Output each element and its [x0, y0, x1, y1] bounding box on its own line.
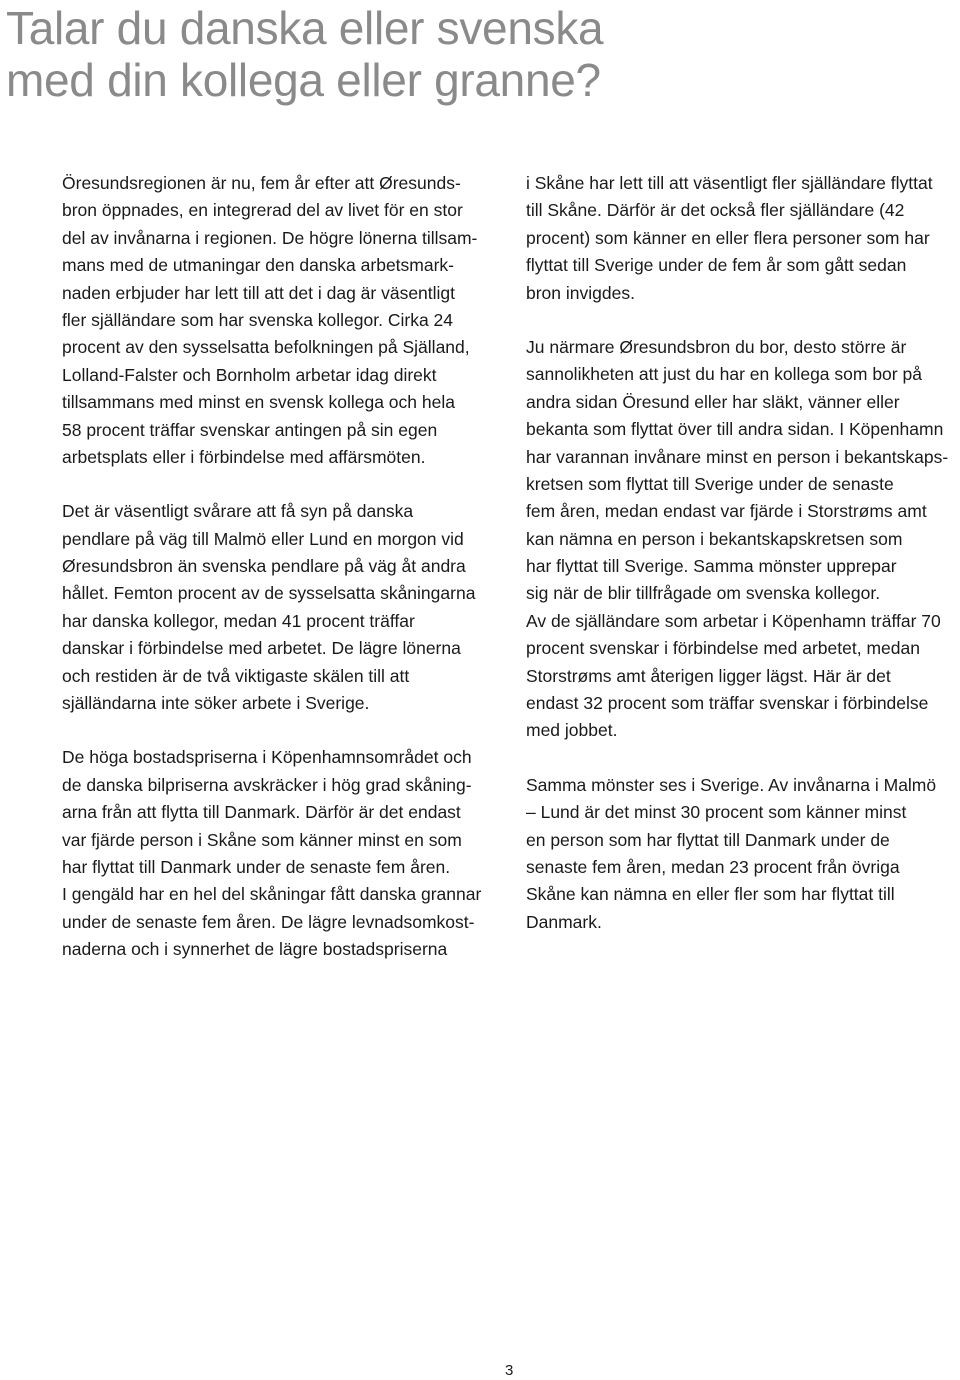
text-line: procent av den sysselsatta befolkningen på Själland,: [62, 337, 470, 358]
text-line: bekanta som flyttat över till andra sidan. I Köpenhamn: [526, 419, 944, 440]
text-line: kretsen som flyttat till Sverige under de senaste: [526, 473, 894, 494]
text-line: Lolland-Falster och Bornholm arbetar idag direkt: [62, 364, 437, 385]
text-line: under de senaste fem åren. De lägre levnadsomkost-: [62, 911, 475, 932]
page-number: 3: [505, 1362, 514, 1379]
body-paragraph: [526, 334, 960, 745]
text-line: kan nämna en person i bekantskapskretsen som: [526, 528, 903, 549]
text-line: har danska kollegor, medan 41 procent träffar: [62, 610, 415, 631]
text-line: hållet. Femton procent av de sysselsatta skåningarna: [62, 583, 476, 604]
text-line: Det är väsentligt svårare att få syn på danska: [62, 501, 414, 522]
text-line: De höga bostadspriserna i Köpenhamnsområdet och: [62, 747, 472, 768]
text-line: I gengäld har en hel del skåningar fått danska grannar: [62, 884, 482, 905]
text-line: fler själländare som har svenska kollegor. Cirka 24: [62, 309, 454, 330]
text-line: i Skåne har lett till att väsentligt fler själländare flyttat: [526, 173, 933, 193]
text-line: mans med de utmaningar den danska arbetsmark-: [62, 255, 455, 276]
text-line: sannolikheten att just du har en kollega som bor på: [526, 364, 922, 385]
text-line: bron öppnades, en integrerad del av livet för en stor: [62, 200, 463, 221]
text-line: andra sidan Öresund eller har släkt, vänner eller: [526, 391, 900, 412]
text-line: Danmark.: [526, 911, 602, 932]
text-line: Av de själländare som arbetar i Köpenhamn träffar 70: [526, 610, 941, 631]
text-line: procent) som känner en eller flera personer som har: [526, 227, 930, 248]
text-line: endast 32 procent som träffar svenskar i förbindelse: [526, 693, 929, 714]
text-line: arna från att flytta till Danmark. Därför är det endast: [62, 802, 461, 823]
text-line: har flyttat till Sverige. Samma mönster upprepar: [526, 556, 897, 577]
title-line: Talar du danska eller svenska: [6, 2, 604, 54]
text-line: Samma mönster ses i Sverige. Av invånarna i Malmö: [526, 774, 937, 795]
text-line: – Lund är det minst 30 procent som känner minst: [526, 802, 907, 823]
text-line: fem åren, medan endast var fjärde i Storstrøms amt: [526, 501, 927, 522]
text-line: naden erbjuder har lett till att det i dag är väsentligt: [62, 282, 456, 303]
body-paragraph: [526, 772, 960, 936]
text-line: naderna och i synnerhet de lägre bostadspriserna: [62, 939, 448, 960]
text-line: pendlare på väg till Malmö eller Lund en morgon vid: [62, 528, 464, 549]
text-line: flyttat till Sverige under de fem år som gått sedan: [526, 255, 907, 276]
right-column: [526, 170, 960, 963]
body-paragraph: [526, 170, 960, 307]
text-line: en person som har flyttat till Danmark under de: [526, 829, 890, 850]
text-line: Skåne kan nämna en eller fler som har flyttat till: [526, 884, 895, 905]
body-paragraph: [62, 744, 502, 963]
text-line: bron invigdes.: [526, 282, 635, 303]
text-line: med jobbet.: [526, 720, 618, 741]
text-line: de danska bilpriserna avskräcker i hög grad skåning-: [62, 774, 472, 795]
text-line: procent svenskar i förbindelse med arbetet, medan: [526, 638, 920, 659]
text-line: var fjärde person i Skåne som känner minst en som: [62, 829, 462, 850]
text-line: senaste fem åren, medan 23 procent från övriga: [526, 856, 900, 877]
text-line: Öresundsregionen är nu, fem år efter att Øresunds-: [62, 173, 461, 193]
text-line: själländarna inte söker arbete i Sverige.: [62, 693, 370, 714]
text-line: sig när de blir tillfrågade om svenska kollegor.: [526, 583, 881, 604]
text-line: del av invånarna i regionen. De högre lönerna tillsam-: [62, 227, 478, 248]
text-line: och restiden är de två viktigaste skälen till att: [62, 665, 410, 686]
text-line: Ju närmare Øresundsbron du bor, desto större är: [526, 336, 907, 357]
text-line: Øresundsbron än svenska pendlare på väg åt andra: [62, 556, 466, 577]
text-line: har varannan invånare minst en person i bekantskaps-: [526, 446, 949, 467]
text-line: 58 procent träffar svenskar antingen på sin egen: [62, 419, 438, 440]
title-line: med din kollega eller granne?: [6, 54, 601, 106]
text-line: tillsammans med minst en svensk kollega och hela: [62, 392, 455, 413]
text-line: arbetsplats eller i förbindelse med affärsmöten.: [62, 446, 426, 467]
body-paragraph: [62, 498, 502, 717]
text-line: till Skåne. Därför är det också fler själländare (42: [526, 200, 905, 221]
text-line: har flyttat till Danmark under de senaste fem åren.: [62, 856, 451, 877]
text-line: Storstrøms amt återigen ligger lägst. Här är det: [526, 665, 891, 686]
left-column: [62, 170, 502, 991]
text-line: danskar i förbindelse med arbetet. De lägre lönerna: [62, 638, 461, 659]
body-paragraph: [62, 170, 502, 471]
page-title: [6, 2, 603, 106]
